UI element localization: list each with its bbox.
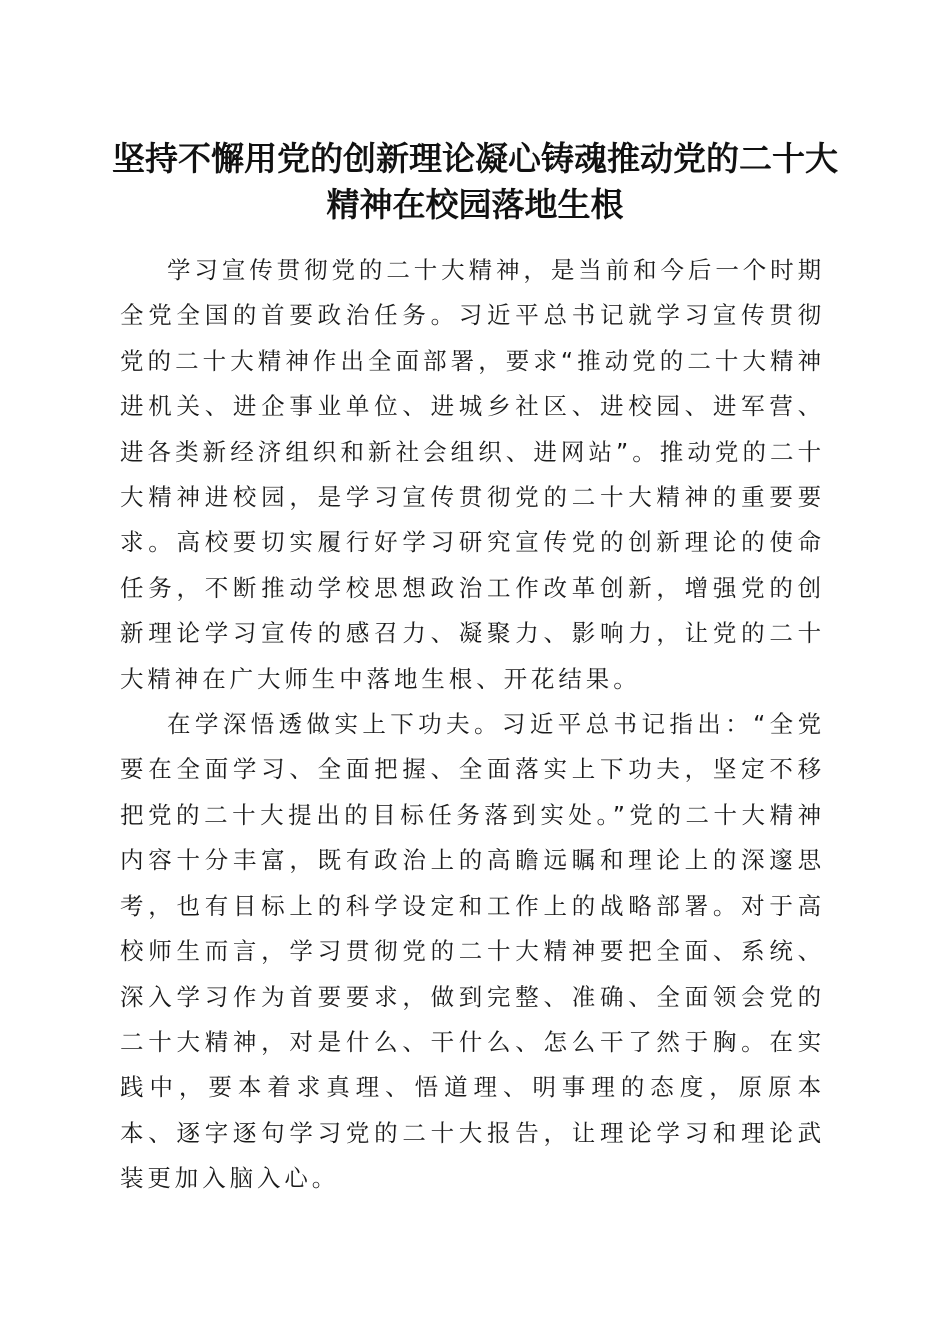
document-title: 坚持不懈用党的创新理论凝心铸魂推动党的二十大精神在校园落地生根 xyxy=(112,139,838,224)
paragraph-2: 在学深悟透做实上下功夫。习近平总书记指出：“全党要在全面学习、全面把握、全面落实上下功夫，坚定不移把党的二十大提出的目标任务落到实处。”党的二十大精神内容十分丰富，既有政治上的高瞻远瞩和理论上的深邃思考，也有目标上的科学设定和工作上的战略部署。对于高校师生而言，学习贯彻党的二十大精神要把全面、系统、深入学习作为首要要求，做到完整、准确、全面领会党的二十大精神，对是什么、干什么、怎么干了然于胸。在实践中，要本着求真理、悟道理、明事理的态度，原原本本、逐字逐句学习党的二十大报告，让理论学习和理论武装更加入脑入心。 xyxy=(120,710,825,1193)
document-body xyxy=(120,248,825,1202)
paragraph-1: 学习宣传贯彻党的二十大精神，是当前和今后一个时期全党全国的首要政治任务。习近平总书记就学习宣传贯彻党的二十大精神作出全面部署，要求“推动党的二十大精神进机关、进企事业单位、进城乡社区、进校园、进军营、进各类新经济组织和新社会组织、进网站”。推动党的二十大精神进校园，是学习宣传贯彻党的二十大精神的重要要求。高校要切实履行好学习研究宣传党的创新理论的使命任务，不断推动学校思想政治工作改革创新，增强党的创新理论学习宣传的感召力、凝聚力、影响力，让党的二十大精神在广大师生中落地生根、开花结果。 xyxy=(120,256,825,693)
